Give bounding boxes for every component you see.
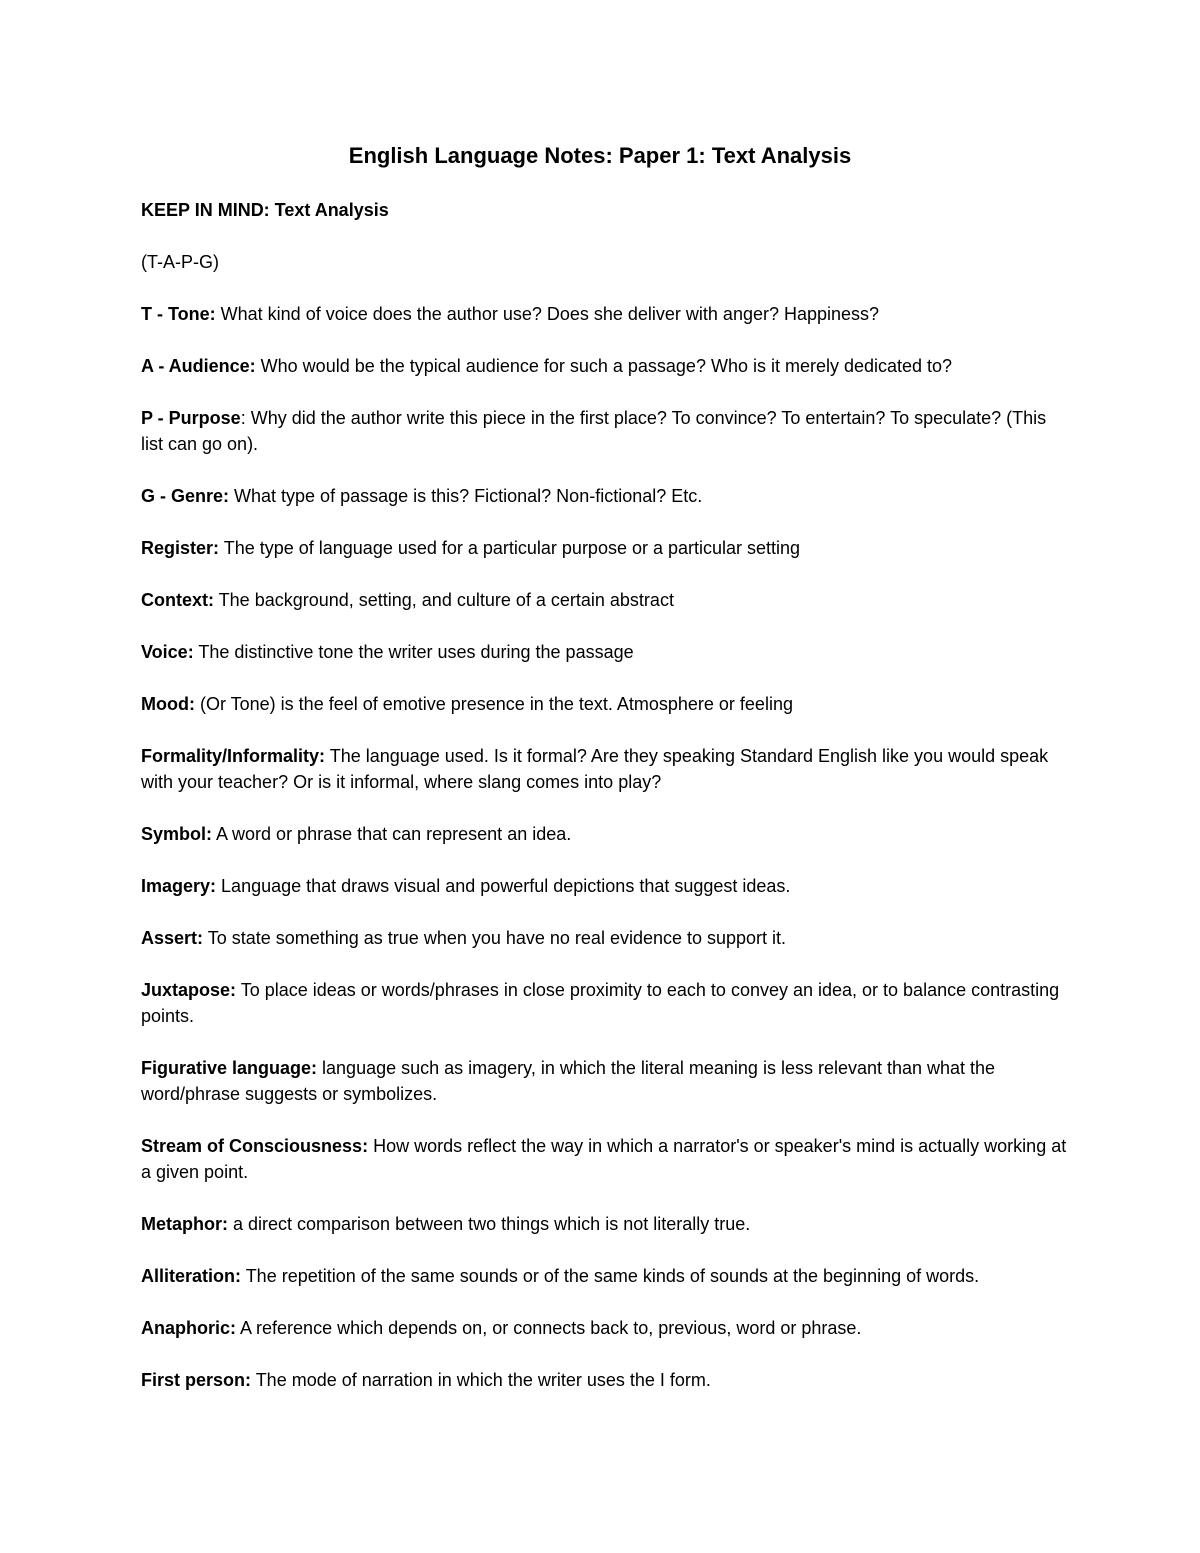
entry-term: Assert: — [141, 928, 204, 948]
keep-in-mind-label: KEEP IN MIND: Text Analysis — [141, 200, 389, 220]
entry-alliteration — [141, 1263, 1071, 1289]
entry-term: Context: — [141, 590, 214, 610]
entry-term: Imagery: — [141, 876, 217, 896]
entry-formality — [141, 743, 1071, 795]
entry-definition: Language that draws visual and powerful depictions that suggest ideas. — [216, 876, 791, 896]
entry-register — [141, 535, 1071, 561]
entry-term: T - Tone: — [141, 304, 216, 324]
keep-in-mind-heading — [141, 197, 1071, 223]
entry-definition: What kind of voice does the author use? Does she deliver with anger? Happiness? — [215, 304, 880, 324]
entry-symbol — [141, 821, 1071, 847]
entry-term: Voice: — [141, 642, 194, 662]
entry-term: First person: — [141, 1370, 252, 1390]
entry-audience — [141, 353, 1071, 379]
entry-term: Figurative language: — [141, 1058, 318, 1078]
entry-term: Stream of Consciousness: — [141, 1136, 369, 1156]
entry-figurative-language — [141, 1055, 1071, 1107]
entry-juxtapose — [141, 977, 1071, 1029]
entry-definition: (Or Tone) is the feel of emotive presence in the text. Atmosphere or feeling — [194, 694, 793, 714]
entry-definition: The background, setting, and culture of a certain abstract — [214, 590, 674, 610]
entry-metaphor — [141, 1211, 1071, 1237]
entry-mood — [141, 691, 1071, 717]
entry-stream-of-consciousness — [141, 1133, 1071, 1185]
entry-term: Juxtapose: — [141, 980, 237, 1000]
entry-term: Alliteration: — [141, 1266, 242, 1286]
entry-definition: a direct comparison between two things which is not literally true. — [228, 1214, 751, 1234]
entry-definition: A word or phrase that can represent an idea. — [212, 824, 572, 844]
entry-definition: How words reflect the way in which a narrator's or speaker's mind is actually working at a given point. — [141, 1136, 1067, 1182]
entry-assert — [141, 925, 1071, 951]
entry-term: Register: — [141, 538, 220, 558]
entry-definition: The language used. Is it formal? Are they speaking Standard English like you would speak with your teacher? Or is it informal, where slang comes into play? — [141, 746, 1049, 792]
entry-term: A - Audience: — [141, 356, 256, 376]
entry-term: Formality/Informality: — [141, 746, 326, 766]
entry-definition: The mode of narration in which the writer uses the I form. — [251, 1370, 711, 1390]
entry-purpose — [141, 405, 1071, 457]
document-body — [141, 197, 1071, 1419]
entry-definition: The repetition of the same sounds or of the same kinds of sounds at the beginning of words. — [241, 1266, 980, 1286]
entry-definition: To state something as true when you have no real evidence to support it. — [203, 928, 787, 948]
acronym-line: (T-A-P-G) — [141, 252, 219, 272]
entry-voice — [141, 639, 1071, 665]
entry-definition: To place ideas or words/phrases in close proximity to each to convey an idea, or to balance contrasting points. — [141, 980, 1060, 1026]
entry-definition: language such as imagery, in which the literal meaning is less relevant than what the word/phrase suggests or symbolizes. — [141, 1058, 996, 1104]
entry-definition: Who would be the typical audience for such a passage? Who is it merely dedicated to? — [255, 356, 953, 376]
entry-definition: The distinctive tone the writer uses during the passage — [193, 642, 634, 662]
entry-definition: The type of language used for a particular purpose or a particular setting — [219, 538, 801, 558]
entry-imagery — [141, 873, 1071, 899]
entry-tone — [141, 301, 1071, 327]
entry-term: Symbol: — [141, 824, 213, 844]
entry-term: G - Genre: — [141, 486, 230, 506]
entry-definition: A reference which depends on, or connects back to, previous, word or phrase. — [236, 1318, 862, 1338]
entry-term: P - Purpose — [141, 408, 241, 428]
entry-genre — [141, 483, 1071, 509]
entry-term: Metaphor: — [141, 1214, 228, 1234]
entry-definition: : Why did the author write this piece in the first place? To convince? To entertain? To speculate? (This list can go on). — [141, 408, 1047, 454]
entry-context — [141, 587, 1071, 613]
entry-definition: What type of passage is this? Fictional? Non-fictional? Etc. — [229, 486, 703, 506]
entry-term: Mood: — [141, 694, 195, 714]
document-title: English Language Notes: Paper 1: Text Analysis — [348, 143, 852, 168]
entry-anaphoric — [141, 1315, 1071, 1341]
entry-first-person — [141, 1367, 1071, 1393]
entry-term: Anaphoric: — [141, 1318, 237, 1338]
